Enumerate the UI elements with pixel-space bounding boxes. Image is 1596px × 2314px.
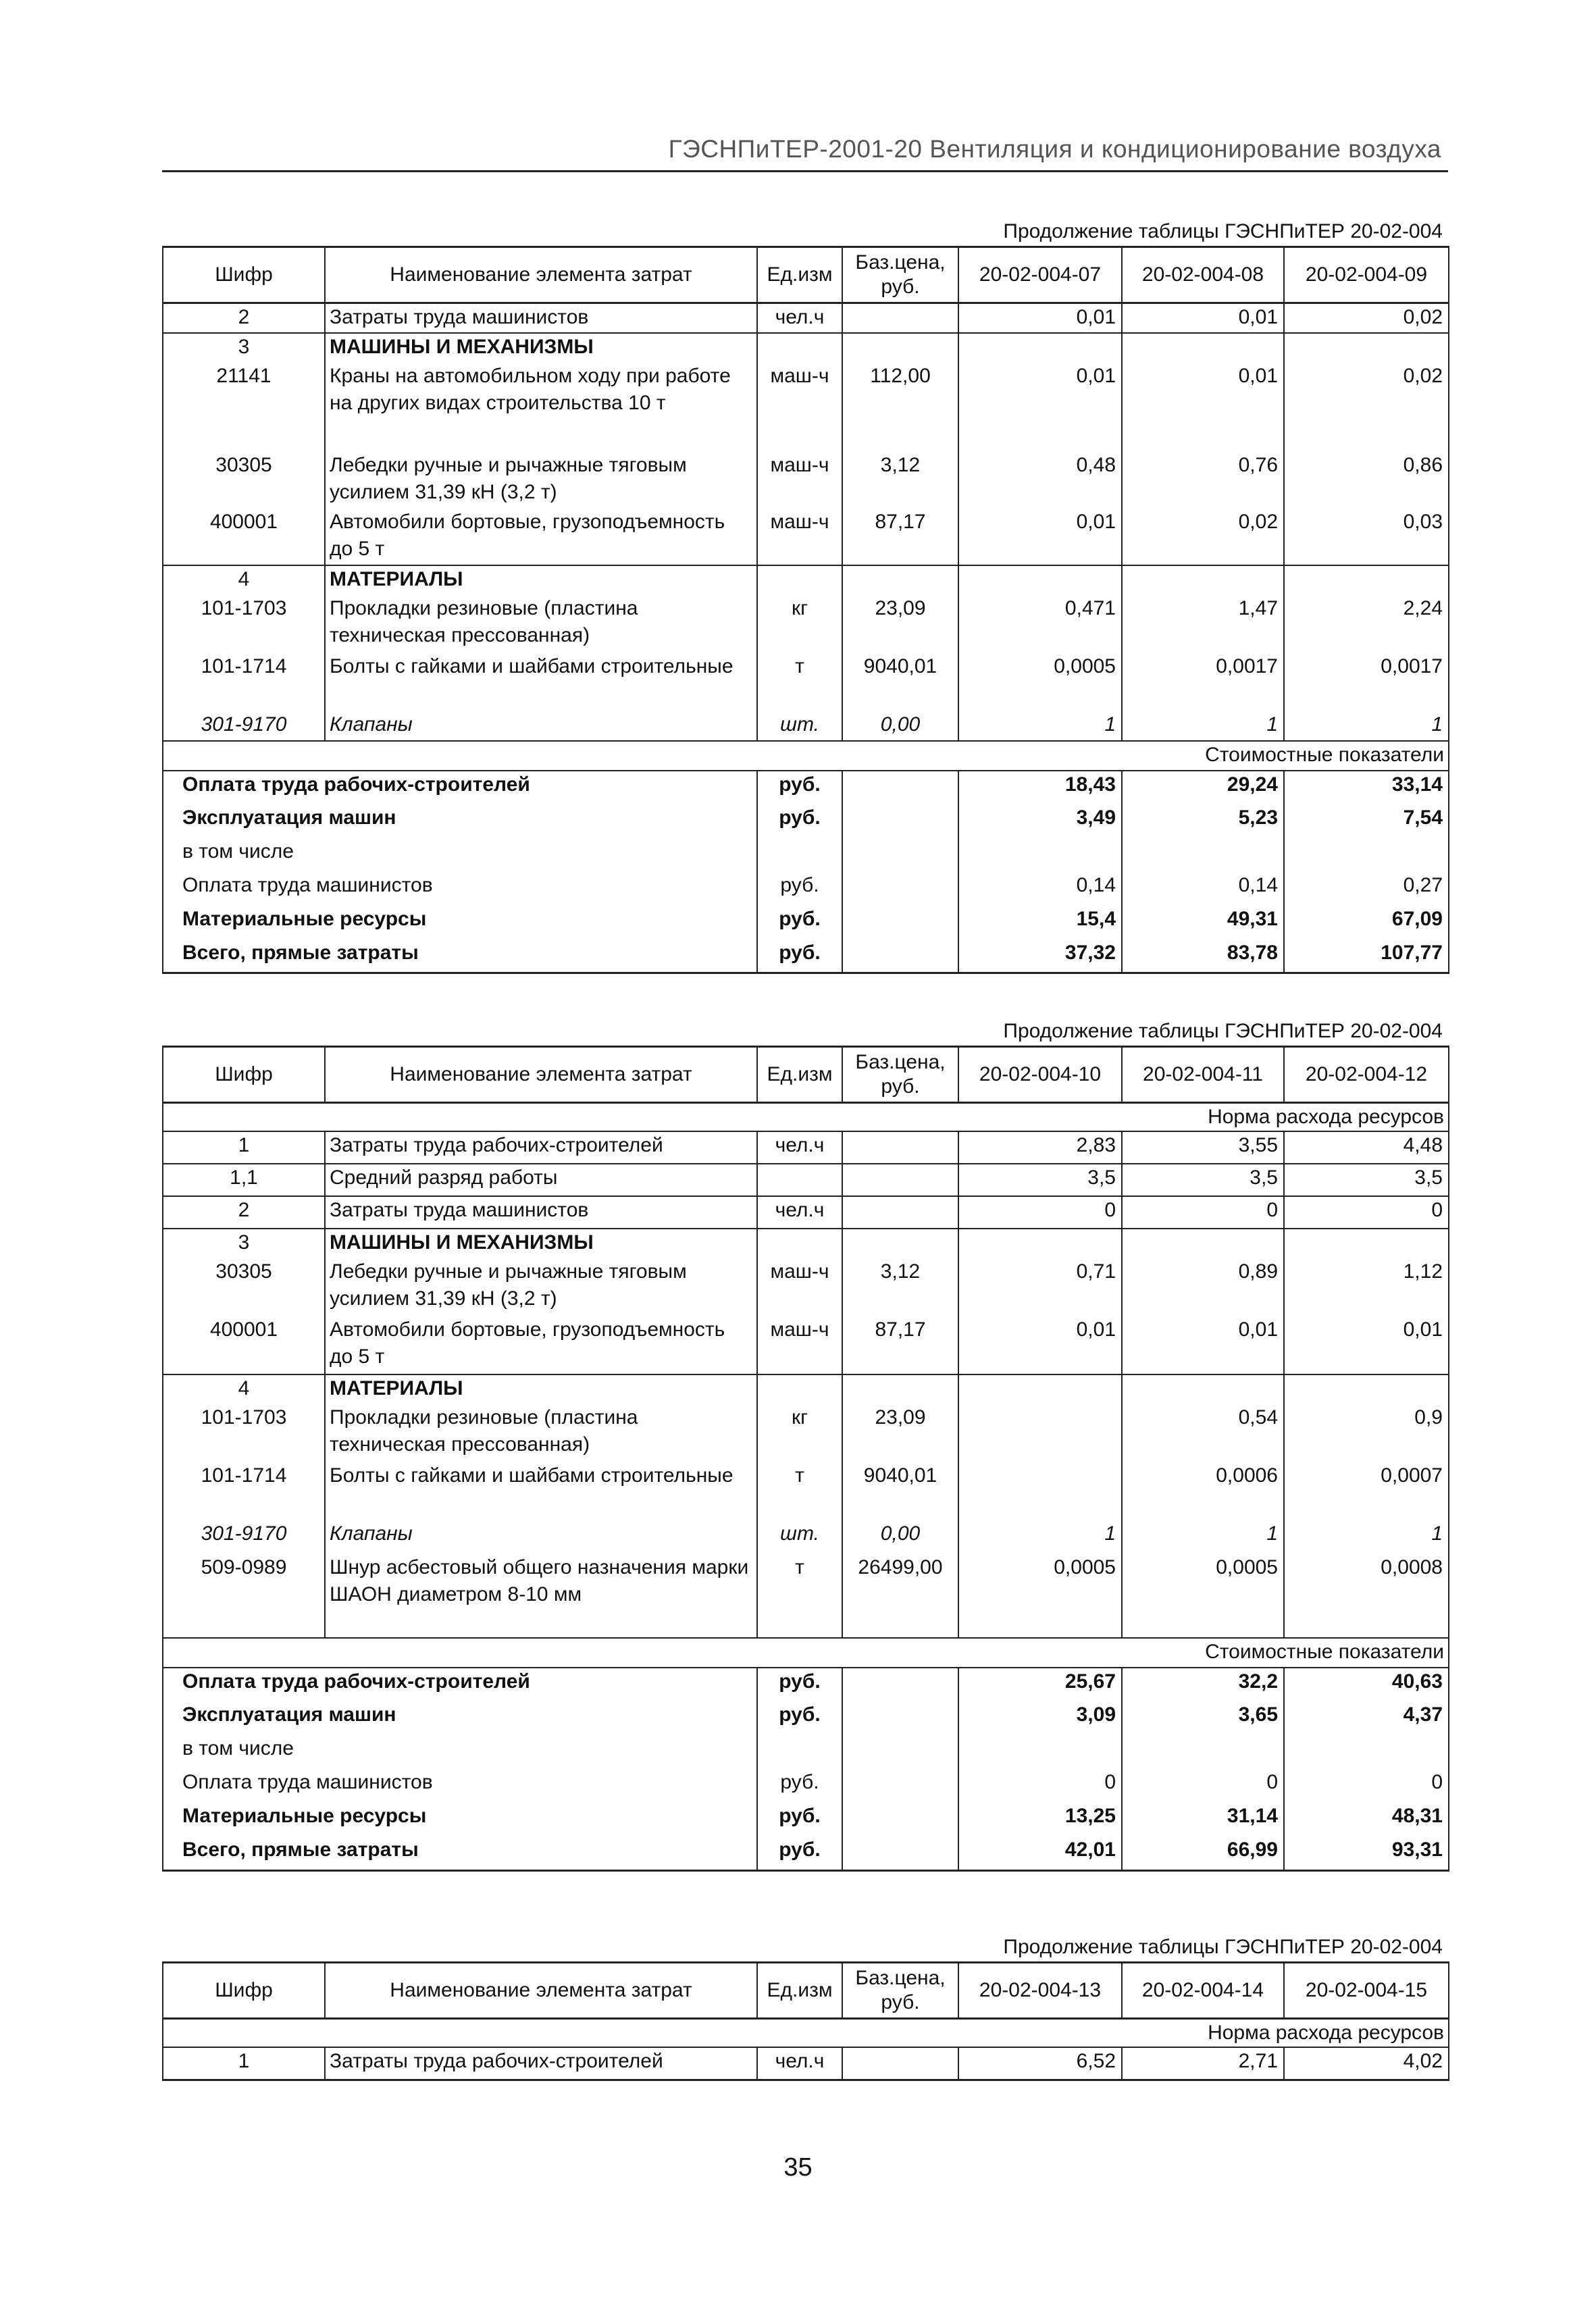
- unit-cell: кг: [757, 595, 842, 653]
- name-cell: Болты с гайками и шайбами строительные: [325, 653, 757, 711]
- price-cell: [842, 1164, 958, 1196]
- unit-cell: шт.: [757, 711, 842, 741]
- table-row: [163, 1196, 1449, 1229]
- summary-row: [163, 838, 1449, 872]
- table-row: [163, 1554, 1449, 1638]
- value-cell: 66,99: [1122, 1836, 1284, 1870]
- document-title: ГЭСНПиТЕР-2001-20 Вентиляция и кондиционирование воздуха: [668, 135, 1441, 163]
- unit-cell: чел.ч: [757, 1196, 842, 1229]
- summary-row: [163, 906, 1449, 940]
- value-cell: 2,83: [958, 1131, 1122, 1164]
- name-cell: Болты с гайками и шайбами строительные: [325, 1462, 757, 1520]
- code-cell: 3: [163, 1229, 325, 1258]
- unit-cell: руб.: [757, 1836, 842, 1870]
- code-cell: 30305: [163, 1258, 325, 1316]
- value-cell: 3,5: [958, 1164, 1122, 1196]
- summary-row: [163, 1836, 1449, 1870]
- column-header: Ед.изм: [757, 1963, 842, 2019]
- value-cell: 0,0006: [1122, 1462, 1284, 1520]
- name-cell: Автомобили бортовые, грузоподъемность до 5 т: [325, 1316, 757, 1374]
- page-header: [162, 132, 1448, 172]
- unit-cell: т: [757, 653, 842, 711]
- code-cell: 1: [163, 2047, 325, 2080]
- value-cell: 0,471: [958, 595, 1122, 653]
- value-cell: 29,24: [1122, 771, 1284, 804]
- cost-indicators-label: Стоимостные показатели: [163, 1638, 1449, 1668]
- table-row: [163, 1404, 1449, 1462]
- unit-cell: руб.: [757, 804, 842, 838]
- value-cell: 0,89: [1122, 1258, 1284, 1316]
- unit-cell: чел.ч: [757, 2047, 842, 2080]
- value-cell: 2,71: [1122, 2047, 1284, 2080]
- value-cell: 0,01: [958, 303, 1122, 333]
- name-cell: Затраты труда машинистов: [325, 303, 757, 333]
- unit-cell: кг: [757, 1404, 842, 1462]
- section-title: МАТЕРИАЛЫ: [325, 1374, 757, 1404]
- table-row: [163, 1258, 1449, 1316]
- value-cell: 1: [1122, 1520, 1284, 1554]
- column-header: Ед.изм: [757, 247, 842, 303]
- table-block-3: [162, 1933, 1448, 2081]
- unit-cell: маш-ч: [757, 363, 842, 452]
- table-block-1: [162, 217, 1448, 974]
- name-cell: Клапаны: [325, 711, 757, 741]
- value-cell: [958, 1462, 1122, 1520]
- summary-label: Оплата труда рабочих-строителей: [163, 771, 757, 804]
- value-cell: 4,48: [1284, 1131, 1449, 1164]
- code-cell: 101-1703: [163, 1404, 325, 1462]
- value-cell: 0,0017: [1284, 653, 1449, 711]
- value-cell: 2,24: [1284, 595, 1449, 653]
- norm-label-row: [163, 1103, 1449, 1132]
- name-cell: Затраты труда рабочих-строителей: [325, 1131, 757, 1164]
- unit-cell: [757, 1164, 842, 1196]
- value-cell: 3,55: [1122, 1131, 1284, 1164]
- code-cell: 509-0989: [163, 1554, 325, 1638]
- code-cell: 101-1714: [163, 653, 325, 711]
- cost-indicators-row: [163, 741, 1449, 771]
- column-header: Ед.изм: [757, 1047, 842, 1103]
- price-cell: 9040,01: [842, 1462, 958, 1520]
- value-cell: 1,47: [1122, 595, 1284, 653]
- price-cell: 9040,01: [842, 653, 958, 711]
- summary-label: Всего, прямые затраты: [163, 940, 757, 973]
- value-cell: 4,02: [1284, 2047, 1449, 2080]
- value-cell: 7,54: [1284, 804, 1449, 838]
- value-cell: 5,23: [1122, 804, 1284, 838]
- value-cell: 48,31: [1284, 1803, 1449, 1836]
- value-cell: 0,0005: [958, 1554, 1122, 1638]
- table-row: [163, 1316, 1449, 1374]
- value-cell: 0,01: [1122, 303, 1284, 333]
- name-cell: Автомобили бортовые, грузоподъемность до 5 т: [325, 509, 757, 565]
- column-header: Шифр: [163, 1047, 325, 1103]
- value-cell: 0,86: [1284, 452, 1449, 509]
- price-cell: 112,00: [842, 363, 958, 452]
- value-cell: 0,0017: [1122, 653, 1284, 711]
- price-cell: 23,09: [842, 1404, 958, 1462]
- name-cell: Краны на автомобильном ходу при работе на других видах строительства 10 т: [325, 363, 757, 452]
- code-cell: 400001: [163, 1316, 325, 1374]
- value-cell: 42,01: [958, 1836, 1122, 1870]
- norm-label-row: [163, 2019, 1449, 2048]
- value-cell: 0: [1122, 1196, 1284, 1229]
- summary-row: [163, 1701, 1449, 1735]
- value-cell: 0,01: [1284, 1316, 1449, 1374]
- value-cell: 0,14: [1122, 872, 1284, 906]
- column-header: 20-02-004-07: [958, 247, 1122, 303]
- column-header: 20-02-004-09: [1284, 247, 1449, 303]
- price-cell: 3,12: [842, 452, 958, 509]
- value-cell: 1: [958, 711, 1122, 741]
- value-cell: 0,71: [958, 1258, 1122, 1316]
- column-header: 20-02-004-15: [1284, 1963, 1449, 2019]
- column-header: Наименование элемента затрат: [325, 1047, 757, 1103]
- code-cell: 1,1: [163, 1164, 325, 1196]
- value-cell: 1: [1284, 1520, 1449, 1554]
- table-row: [163, 1164, 1449, 1196]
- value-cell: 33,14: [1284, 771, 1449, 804]
- unit-cell: руб.: [757, 1701, 842, 1735]
- summary-row: [163, 1668, 1449, 1701]
- table-row: [163, 653, 1449, 711]
- price-cell: 0,00: [842, 1520, 958, 1554]
- value-cell: 1: [958, 1520, 1122, 1554]
- table-block-2: [162, 1017, 1448, 1872]
- table-row: [163, 595, 1449, 653]
- code-cell: 301-9170: [163, 711, 325, 741]
- code-cell: 2: [163, 303, 325, 333]
- code-cell: 400001: [163, 509, 325, 565]
- value-cell: 18,43: [958, 771, 1122, 804]
- summary-label: Материальные ресурсы: [163, 1803, 757, 1836]
- unit-cell: маш-ч: [757, 1316, 842, 1374]
- price-cell: [842, 1131, 958, 1164]
- norm-label: Норма расхода ресурсов: [163, 2019, 1449, 2048]
- section-title: МАШИНЫ И МЕХАНИЗМЫ: [325, 333, 757, 363]
- summary-label: Материальные ресурсы: [163, 906, 757, 940]
- table-row: [163, 363, 1449, 452]
- table-header-row: [163, 247, 1449, 303]
- name-cell: Прокладки резиновые (пластина техническая прессованная): [325, 1404, 757, 1462]
- column-header: 20-02-004-08: [1122, 247, 1284, 303]
- value-cell: 32,2: [1122, 1668, 1284, 1701]
- value-cell: 0,76: [1122, 452, 1284, 509]
- unit-cell: руб.: [757, 1668, 842, 1701]
- code-cell: 101-1703: [163, 595, 325, 653]
- unit-cell: маш-ч: [757, 452, 842, 509]
- value-cell: 1,12: [1284, 1258, 1449, 1316]
- table-header-row: [163, 1047, 1449, 1103]
- name-cell: Шнур асбестовый общего назначения марки ШАОН диаметром 8-10 мм: [325, 1554, 757, 1638]
- value-cell: 0,01: [958, 363, 1122, 452]
- value-cell: 15,4: [958, 906, 1122, 940]
- value-cell: 0,14: [958, 872, 1122, 906]
- value-cell: 0,01: [958, 1316, 1122, 1374]
- unit-cell: маш-ч: [757, 509, 842, 565]
- section-row: [163, 1374, 1449, 1404]
- summary-row: [163, 940, 1449, 973]
- norm-label: Норма расхода ресурсов: [163, 1103, 1449, 1132]
- summary-row: [163, 872, 1449, 906]
- code-cell: 301-9170: [163, 1520, 325, 1554]
- price-cell: 26499,00: [842, 1554, 958, 1638]
- price-cell: 23,09: [842, 595, 958, 653]
- continuation-caption: Продолжение таблицы ГЭСНПиТЕР 20-02-004: [1003, 1936, 1443, 1958]
- code-cell: 3: [163, 333, 325, 363]
- value-cell: 0,02: [1284, 303, 1449, 333]
- value-cell: 0,02: [1122, 509, 1284, 565]
- cost-indicators-label: Стоимостные показатели: [163, 741, 1449, 771]
- section-row: [163, 565, 1449, 595]
- unit-cell: руб.: [757, 1803, 842, 1836]
- price-cell: 0,00: [842, 711, 958, 741]
- value-cell: 67,09: [1284, 906, 1449, 940]
- value-cell: 0,02: [1284, 363, 1449, 452]
- table-row: [163, 1462, 1449, 1520]
- value-cell: 0,48: [958, 452, 1122, 509]
- summary-label: в том числе: [163, 1735, 757, 1769]
- summary-label: Оплата труда машинистов: [163, 872, 757, 906]
- value-cell: 0,0008: [1284, 1554, 1449, 1638]
- value-cell: 0,01: [958, 509, 1122, 565]
- column-header: 20-02-004-13: [958, 1963, 1122, 2019]
- name-cell: Затраты труда машинистов: [325, 1196, 757, 1229]
- code-cell: 1: [163, 1131, 325, 1164]
- unit-cell: маш-ч: [757, 1258, 842, 1316]
- table-row: [163, 303, 1449, 333]
- value-cell: 0,9: [1284, 1404, 1449, 1462]
- summary-row: [163, 804, 1449, 838]
- unit-cell: руб.: [757, 1769, 842, 1803]
- name-cell: Средний разряд работы: [325, 1164, 757, 1196]
- unit-cell: шт.: [757, 1520, 842, 1554]
- value-cell: 0,01: [1122, 1316, 1284, 1374]
- cost-indicators-row: [163, 1638, 1449, 1668]
- table-header-row: [163, 1963, 1449, 2019]
- price-cell: [842, 1196, 958, 1229]
- value-cell: 40,63: [1284, 1668, 1449, 1701]
- summary-label: Эксплуатация машин: [163, 804, 757, 838]
- table-row: [163, 1131, 1449, 1164]
- unit-cell: руб.: [757, 906, 842, 940]
- value-cell: 1: [1122, 711, 1284, 741]
- summary-label: Эксплуатация машин: [163, 1701, 757, 1735]
- name-cell: Затраты труда рабочих-строителей: [325, 2047, 757, 2080]
- value-cell: 4,37: [1284, 1701, 1449, 1735]
- unit-cell: руб.: [757, 940, 842, 973]
- summary-label: Оплата труда рабочих-строителей: [163, 1668, 757, 1701]
- summary-row: [163, 1735, 1449, 1769]
- value-cell: 49,31: [1122, 906, 1284, 940]
- unit-cell: чел.ч: [757, 1131, 842, 1164]
- column-header: Шифр: [163, 1963, 325, 2019]
- value-cell: 13,25: [958, 1803, 1122, 1836]
- value-cell: 25,67: [958, 1668, 1122, 1701]
- code-cell: 30305: [163, 452, 325, 509]
- column-header: 20-02-004-12: [1284, 1047, 1449, 1103]
- section-title: МАШИНЫ И МЕХАНИЗМЫ: [325, 1229, 757, 1258]
- summary-row: [163, 771, 1449, 804]
- unit-cell: чел.ч: [757, 303, 842, 333]
- summary-row: [163, 1803, 1449, 1836]
- table-row: [163, 1520, 1449, 1554]
- unit-cell: руб.: [757, 771, 842, 804]
- value-cell: [958, 1404, 1122, 1462]
- name-cell: Прокладки резиновые (пластина техническая прессованная): [325, 595, 757, 653]
- value-cell: 0: [958, 1196, 1122, 1229]
- value-cell: 0,0005: [958, 653, 1122, 711]
- column-header: Баз.цена, руб.: [842, 247, 958, 303]
- code-cell: 2: [163, 1196, 325, 1229]
- value-cell: 0,0005: [1122, 1554, 1284, 1638]
- price-cell: 87,17: [842, 1316, 958, 1374]
- section-title: МАТЕРИАЛЫ: [325, 565, 757, 595]
- value-cell: 107,77: [1284, 940, 1449, 973]
- continuation-caption: Продолжение таблицы ГЭСНПиТЕР 20-02-004: [1003, 1020, 1443, 1042]
- code-cell: 101-1714: [163, 1462, 325, 1520]
- table-row: [163, 452, 1449, 509]
- resource-table-2: [162, 1046, 1449, 1872]
- value-cell: 83,78: [1122, 940, 1284, 973]
- unit-cell: т: [757, 1462, 842, 1520]
- value-cell: 0,27: [1284, 872, 1449, 906]
- value-cell: 0,0007: [1284, 1462, 1449, 1520]
- value-cell: 37,32: [958, 940, 1122, 973]
- value-cell: 93,31: [1284, 1836, 1449, 1870]
- value-cell: 3,5: [1122, 1164, 1284, 1196]
- value-cell: 6,52: [958, 2047, 1122, 2080]
- price-cell: [842, 2047, 958, 2080]
- table-row: [163, 2047, 1449, 2080]
- summary-label: Всего, прямые затраты: [163, 1836, 757, 1870]
- value-cell: 1: [1284, 711, 1449, 741]
- continuation-caption: Продолжение таблицы ГЭСНПиТЕР 20-02-004: [1003, 220, 1443, 242]
- column-header: 20-02-004-10: [958, 1047, 1122, 1103]
- value-cell: 0,01: [1122, 363, 1284, 452]
- code-cell: 4: [163, 565, 325, 595]
- value-cell: 0,54: [1122, 1404, 1284, 1462]
- column-header: Баз.цена, руб.: [842, 1963, 958, 2019]
- column-header: Наименование элемента затрат: [325, 1963, 757, 2019]
- resource-table-1: [162, 246, 1449, 974]
- price-cell: 87,17: [842, 509, 958, 565]
- summary-label: Оплата труда машинистов: [163, 1769, 757, 1803]
- column-header: 20-02-004-11: [1122, 1047, 1284, 1103]
- value-cell: 3,5: [1284, 1164, 1449, 1196]
- column-header: Наименование элемента затрат: [325, 247, 757, 303]
- value-cell: 3,65: [1122, 1701, 1284, 1735]
- value-cell: 0: [1284, 1196, 1449, 1229]
- unit-cell: т: [757, 1554, 842, 1638]
- table-row: [163, 509, 1449, 565]
- page-number: 35: [783, 2153, 813, 2182]
- value-cell: 3,49: [958, 804, 1122, 838]
- value-cell: 31,14: [1122, 1803, 1284, 1836]
- column-header: Баз.цена, руб.: [842, 1047, 958, 1103]
- column-header: 20-02-004-14: [1122, 1963, 1284, 2019]
- value-cell: 0: [1284, 1769, 1449, 1803]
- column-header: Шифр: [163, 247, 325, 303]
- value-cell: 0: [1122, 1769, 1284, 1803]
- value-cell: 3,09: [958, 1701, 1122, 1735]
- name-cell: Лебедки ручные и рычажные тяговым усилием 31,39 кН (3,2 т): [325, 1258, 757, 1316]
- name-cell: Клапаны: [325, 1520, 757, 1554]
- resource-table-3: [162, 1961, 1449, 2081]
- value-cell: 0: [958, 1769, 1122, 1803]
- code-cell: 4: [163, 1374, 325, 1404]
- name-cell: Лебедки ручные и рычажные тяговым усилием 31,39 кН (3,2 т): [325, 452, 757, 509]
- value-cell: 0,03: [1284, 509, 1449, 565]
- price-cell: [842, 303, 958, 333]
- price-cell: 3,12: [842, 1258, 958, 1316]
- summary-row: [163, 1769, 1449, 1803]
- summary-label: в том числе: [163, 838, 757, 872]
- section-row: [163, 333, 1449, 363]
- unit-cell: руб.: [757, 872, 842, 906]
- section-row: [163, 1229, 1449, 1258]
- table-row: [163, 711, 1449, 741]
- code-cell: 21141: [163, 363, 325, 452]
